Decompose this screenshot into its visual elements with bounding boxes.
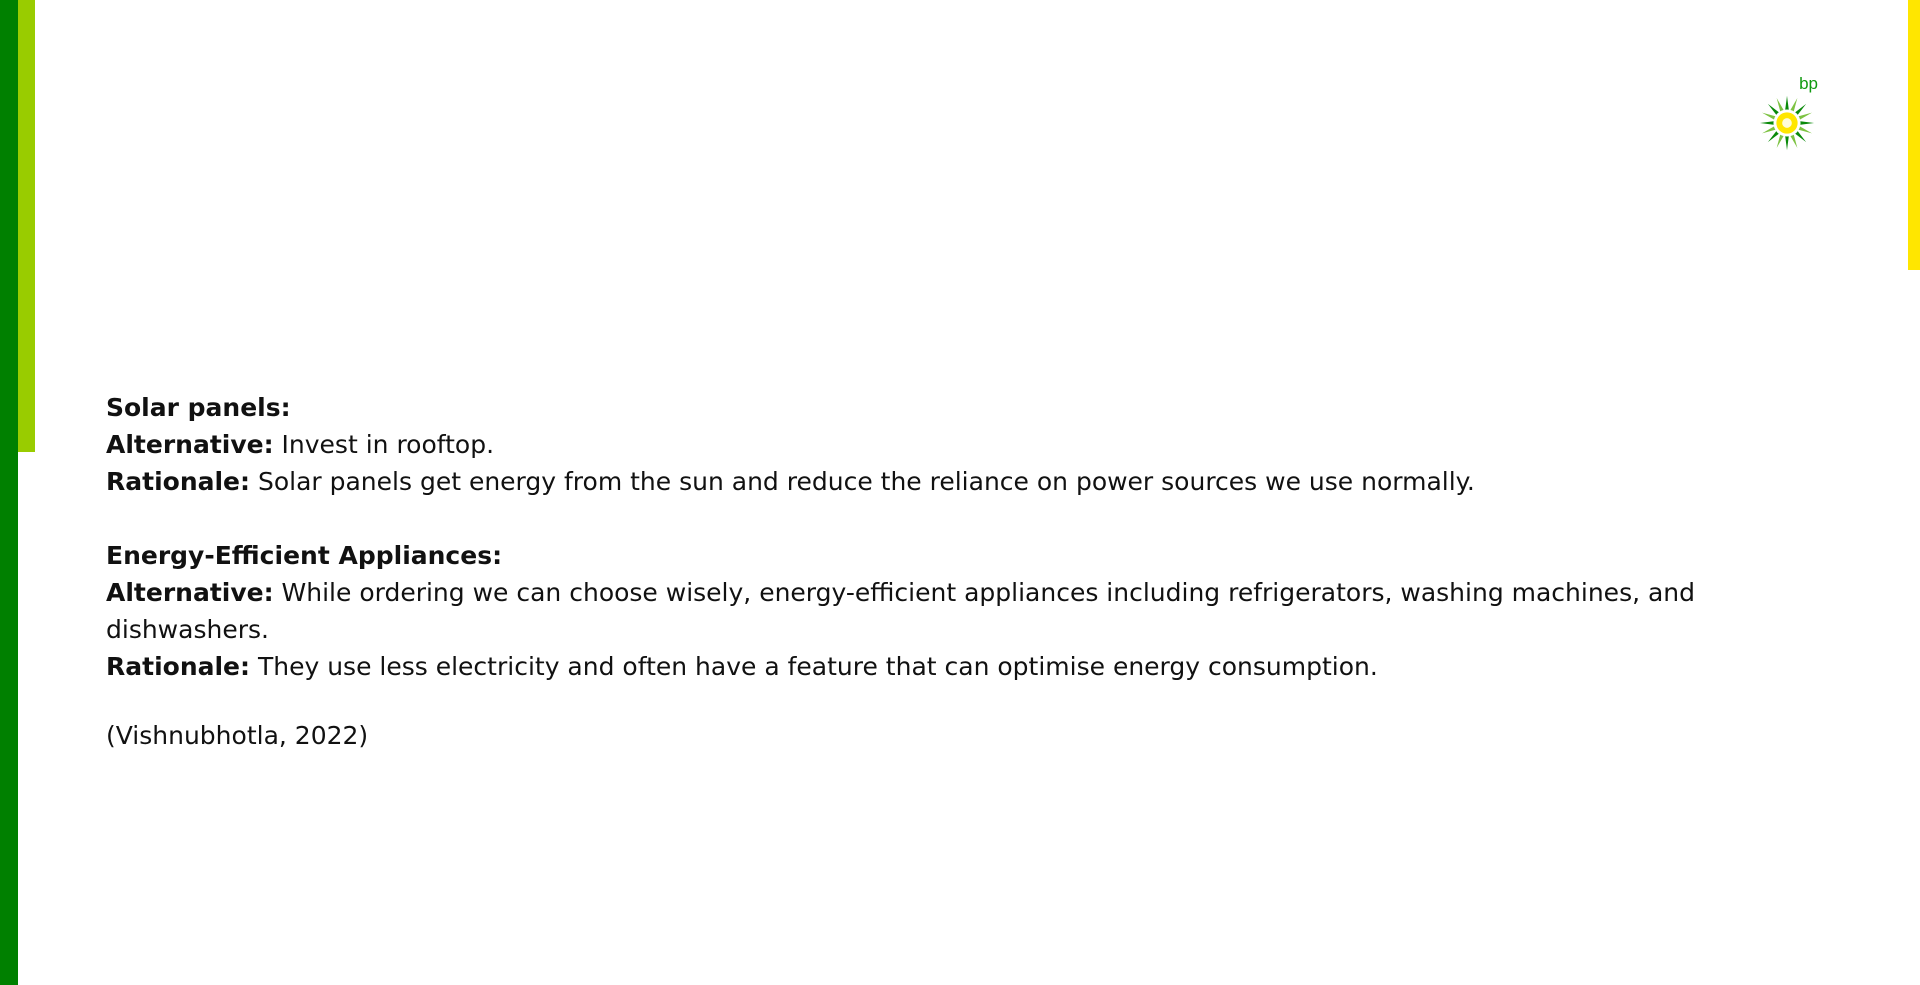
rationale-text: Solar panels get energy from the sun and reduce the reliance on power sources we use normally. [250,467,1475,496]
section-1-alternative [106,426,1806,463]
section-2-heading: Energy-Efficient Appliances: [106,541,503,570]
citation: (Vishnubhotla, 2022) [106,721,369,750]
helios-petal [1798,121,1814,125]
alternative-label: Alternative: [106,578,274,607]
helios-petal [1760,121,1776,125]
helios-white-center [1782,118,1792,128]
rationale-text: They use less electricity and often have a feature that can optimise energy consumption. [250,652,1378,681]
section-2-alternative [106,574,1806,648]
bp-logo-text: bp [1799,74,1818,93]
bp-logo [1756,74,1818,154]
right-accent-bar-yellow [1908,0,1920,270]
alternative-label: Alternative: [106,430,274,459]
left-accent-bar-dark-green [0,0,18,985]
section-1-heading: Solar panels: [106,393,291,422]
rationale-label: Rationale: [106,652,251,681]
helios-petal [1785,134,1789,150]
left-accent-bar-light-green [18,0,35,452]
alternative-text: Invest in rooftop. [273,430,495,459]
helios-petal [1785,96,1789,112]
bp-helios-sunburst-icon [1758,94,1816,152]
rationale-label: Rationale: [106,467,251,496]
slide-content [106,389,1806,754]
spacer [106,685,1806,717]
section-1-rationale [106,463,1806,500]
section-2-rationale [106,648,1806,685]
alternative-text: While ordering we can choose wisely, energy-efficient appliances including refrigerators, washing machines, and dishwashers. [106,578,1696,644]
spacer [106,500,1806,537]
